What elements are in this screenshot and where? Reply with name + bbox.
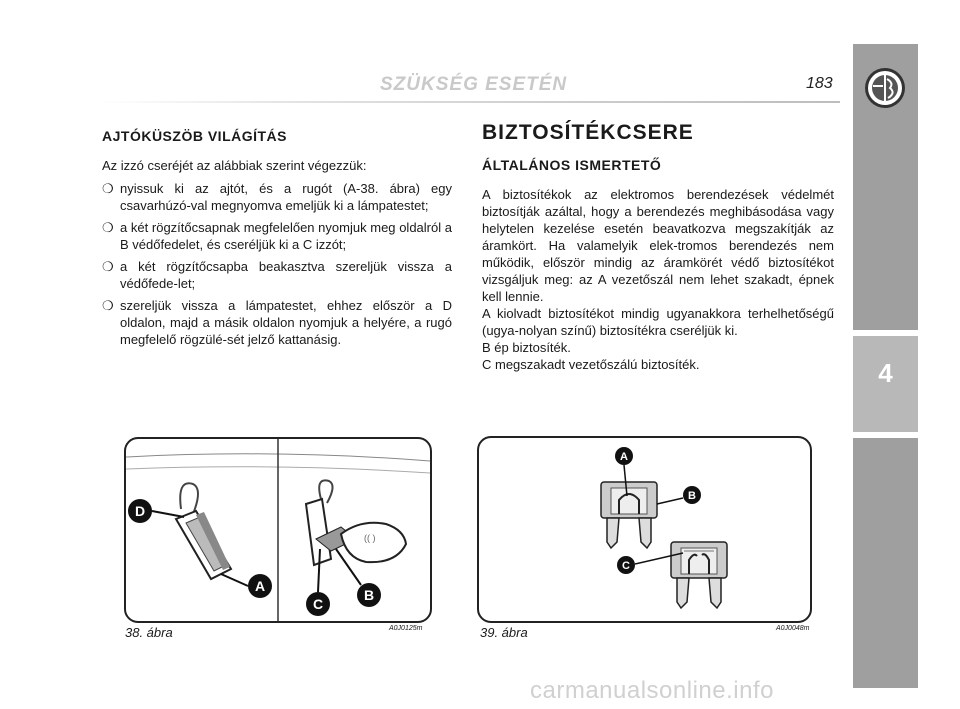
- callout-c: [306, 549, 330, 616]
- paragraph: A kiolvadt biztosítékot mindig ugyanakkora terhelhetőségű (ugya-nolyan színű) biztosítékra cseréljük ki.: [482, 306, 834, 338]
- door-sill-light-heading: AJTÓKÜSZÖB VILÁGÍTÁS: [102, 128, 288, 144]
- sidebar-bottom: [853, 438, 918, 688]
- sidebar-top: [853, 44, 918, 330]
- figure-39-caption: 39. ábra: [480, 625, 528, 640]
- bullet-circle-icon: ❍: [102, 181, 114, 196]
- svg-text:B: B: [688, 490, 696, 502]
- list-item: ❍ a két rögzítőcsapnak megfelelően nyomjuk meg oldalról a B védőfedelet, és cseréljük ki a C izzót;: [102, 220, 452, 252]
- callout-b: [336, 549, 381, 607]
- figure-38-code: A0J0125m: [389, 625, 423, 632]
- figure-39-code: A0J0048m: [776, 625, 810, 632]
- svg-text:(( ): (( ): [364, 533, 376, 543]
- blown-fuse: [671, 542, 727, 608]
- left-column: [102, 128, 452, 353]
- paragraph: A biztosítékok az elektromos berendezések védelmét biztosítják azáltal, hogy a berendezés meghibásodása vagy helytelen kezelése esetén beavatkozva megszakítják az áramkört. Ha valamelyik elek-tromos berendezés nem működik, először mindig az áramkörét védő biztosítékot vizsgáljuk meg: az A vezetőszál nem lehet szakadt, épnek kell lennie.: [482, 187, 834, 304]
- chapter-tab[interactable]: [853, 336, 918, 432]
- svg-text:A: A: [620, 451, 628, 463]
- bullet-circle-icon: ❍: [102, 298, 114, 313]
- list-item: ❍ szereljük vissza a lámpatestet, ehhez először a D oldalon, majd a másik oldalon nyomjuk a helyére, a rugó megfelelő rögzülé-sét jelző kattanásig.: [102, 298, 452, 347]
- right-column: [482, 121, 834, 373]
- svg-text:D: D: [134, 503, 146, 519]
- svg-text:A: A: [254, 578, 266, 594]
- bullet-circle-icon: ❍: [102, 220, 114, 235]
- figure-38-callouts: [126, 439, 430, 621]
- instruction-list: [102, 180, 452, 348]
- svg-text:B: B: [363, 587, 375, 603]
- svg-text:C: C: [312, 596, 324, 612]
- chapter-number: 4: [878, 358, 893, 388]
- fuse-drawing: [479, 438, 810, 621]
- intro-text: Az izzó cseréjét az alábbiak szerint végezzük:: [102, 158, 367, 173]
- bullet-circle-icon: ❍: [102, 259, 114, 274]
- paragraph: B ép biztosíték.: [482, 340, 571, 355]
- figure-38-caption: 38. ábra: [125, 625, 173, 640]
- fuse-replacement-heading: BIZTOSÍTÉKCSERE: [482, 121, 694, 144]
- general-info-heading: ÁLTALÁNOS ISMERTETŐ: [482, 157, 662, 173]
- figure-39-illustration: [477, 436, 812, 623]
- list-item: ❍ nyissuk ki az ajtót, és a rugót (A-38. ábra) egy csavarhúzó-val megnyomva emeljük ki a lámpatestet;: [102, 181, 452, 213]
- watermark-text: carmanualsonline.info: [530, 677, 774, 704]
- header-divider: [100, 101, 840, 103]
- callout-a: [221, 574, 272, 598]
- alfa-romeo-logo-icon: [864, 67, 906, 109]
- callout-b: [657, 486, 701, 504]
- svg-text:C: C: [622, 560, 630, 572]
- list-item: ❍ a két rögzítőcsapba beakasztva szereljük vissza a védőfede-let;: [102, 259, 452, 291]
- callout-d: [128, 499, 184, 523]
- intact-fuse: [601, 482, 657, 548]
- section-title: SZÜKSÉG ESETÉN: [380, 74, 568, 95]
- figure-38-illustration: [124, 437, 432, 623]
- page-number: 183: [806, 75, 833, 92]
- chapter-sidebar: [853, 44, 918, 688]
- paragraph: C megszakadt vezetőszálú biztosíték.: [482, 357, 700, 372]
